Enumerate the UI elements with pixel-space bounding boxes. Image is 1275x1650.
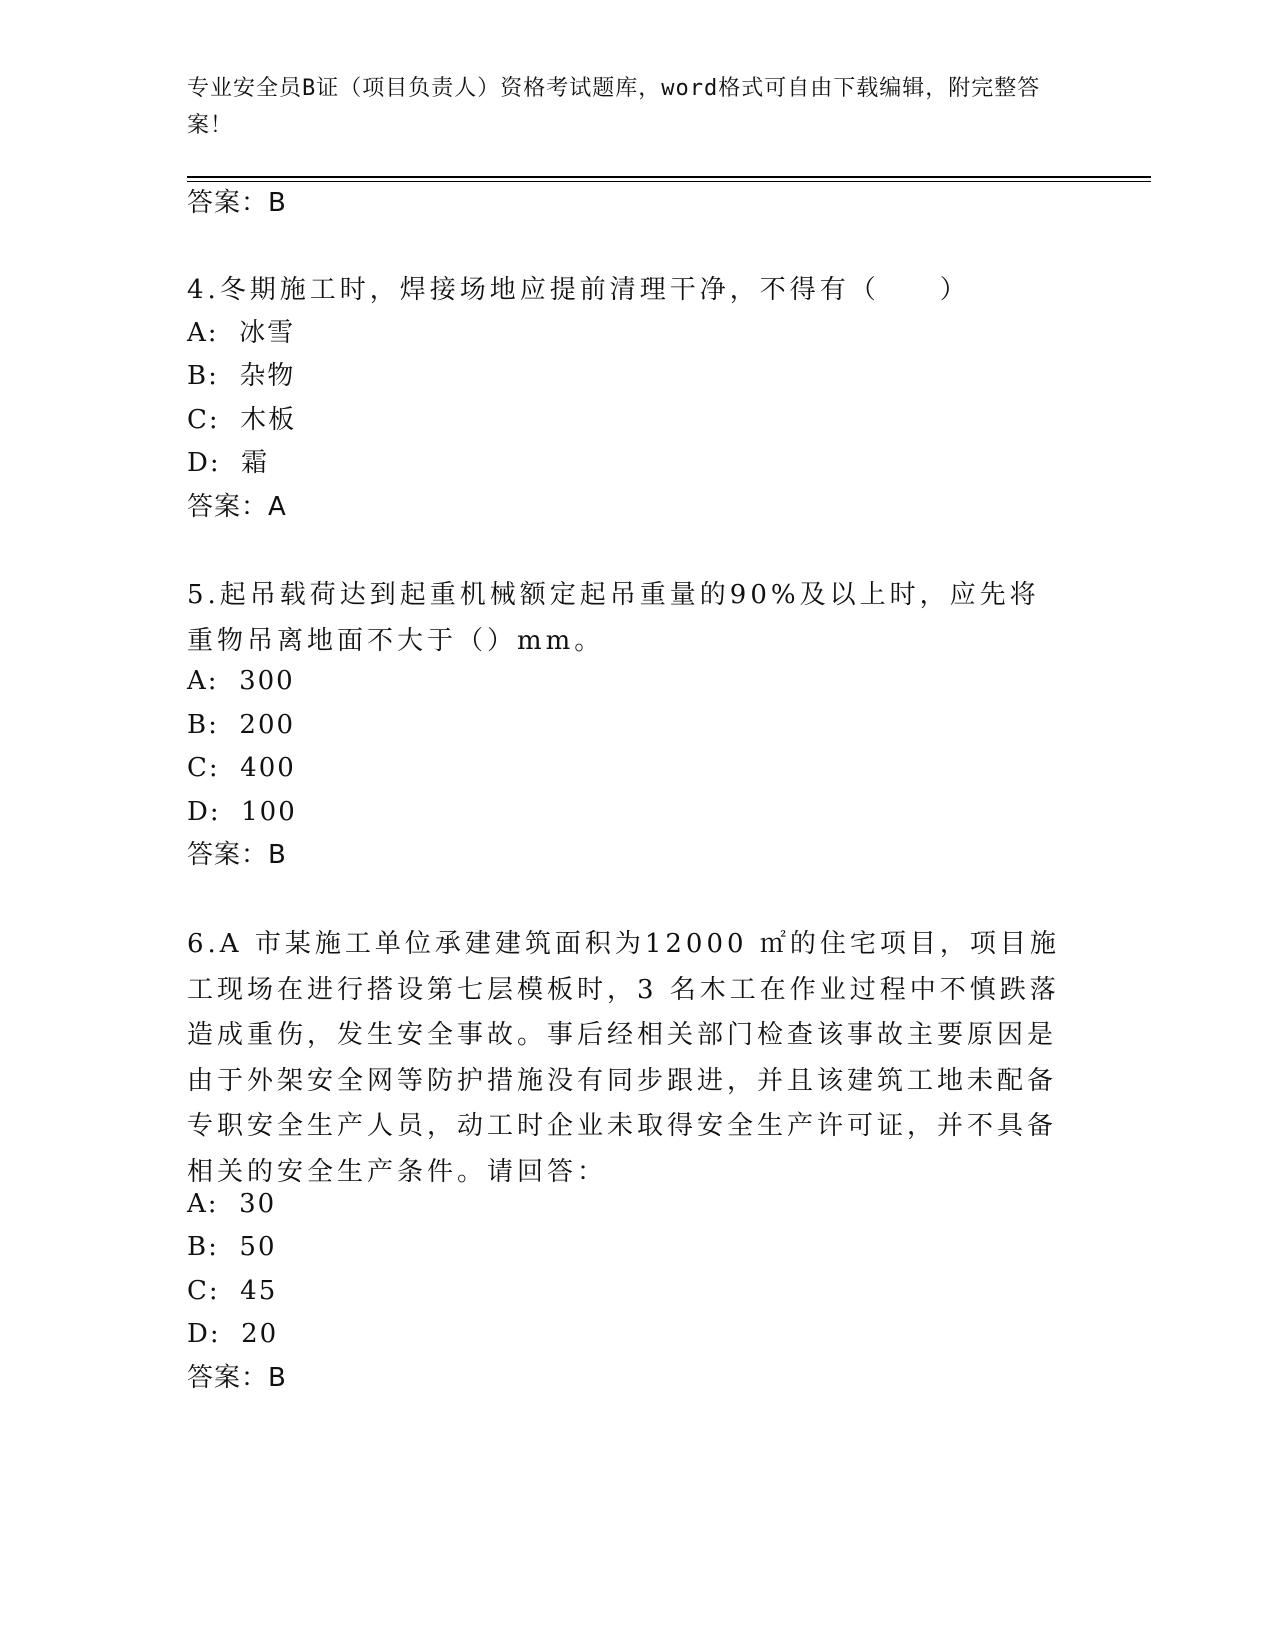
answer-line: 答案：B <box>187 840 287 870</box>
option-d: D: 100 <box>187 797 297 827</box>
option-a: A: 冰雪 <box>187 318 296 348</box>
answer-line: 答案：B <box>187 188 287 218</box>
option-a: A: 300 <box>187 666 295 696</box>
header-rule-thick <box>187 176 1151 178</box>
option-b: B: 杂物 <box>187 361 296 391</box>
option-a: A: 30 <box>187 1189 277 1219</box>
answer-line: 答案：A <box>187 492 287 522</box>
option-d: D: 20 <box>187 1319 279 1349</box>
option-b: B: 50 <box>187 1232 277 1262</box>
option-c: C: 木板 <box>187 405 297 435</box>
document-header: 专业安全员B证（项目负责人）资格考试题库，word格式可自由下载编辑，附完整答案！ <box>187 76 1041 138</box>
option-c: C: 45 <box>187 1276 278 1306</box>
option-c: C: 400 <box>187 753 296 783</box>
option-d: D: 霜 <box>187 448 270 478</box>
header-rule-thin <box>187 181 1151 182</box>
question-stem: 4.冬期施工时，焊接场地应提前清理干净，不得有（ ） <box>187 275 970 305</box>
question-stem: 5.起吊载荷达到起重机械额定起吊重量的90%及以上时，应先将重物吊离地面不大于（）mm。 <box>187 580 1040 656</box>
answer-line: 答案：B <box>187 1363 287 1393</box>
question-stem: 6.A 市某施工单位承建建筑面积为12000 ㎡的住宅项目，项目施工现场在进行搭设第七层模板时，3 名木工在作业过程中不慎跌落造成重伤，发生安全事故。事后经相关部门检查该事故主要原因是由于外架安全网等防护措施没有同步跟进，并且该建筑工地未配备专职安全生产人员，动工时企业未取得安全生产许可证，并不具备相关的安全生产条件。请回答： <box>187 929 1060 1187</box>
option-b: B: 200 <box>187 710 296 740</box>
